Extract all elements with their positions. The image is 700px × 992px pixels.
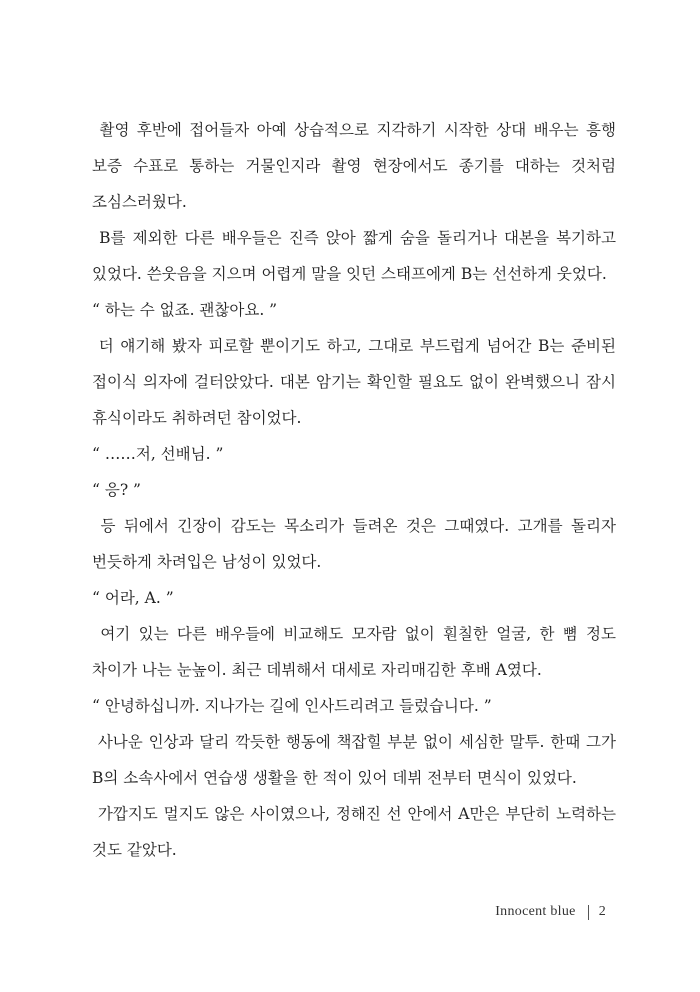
paragraph-2: B를 제외한 다른 배우들은 진즉 앉아 짧게 숨을 돌리거나 대본을 복기하고 있었다. 쓴웃음을 지으며 어렵게 말을 잇던 스태프에게 B는 선선하게 웃었다. [92, 229, 621, 283]
dialogue-1: “ 하는 수 없죠. 괜찮아요. ” [92, 301, 278, 319]
paragraph-4: 등 뒤에서 긴장이 감도는 목소리가 들려온 것은 그때였다. 고개를 돌리자 번듯하게 차려입은 남성이 있었다. [92, 517, 621, 571]
paragraph-5: 여기 있는 다른 배우들에 비교해도 모자람 없이 훤칠한 얼굴, 한 뼘 정도 차이가 나는 눈높이. 최근 데뷔해서 대세로 자리매김한 후배 A였다. [92, 625, 621, 679]
footer-divider [588, 905, 589, 920]
paragraph-7: 가깝지도 멀지도 않은 사이였으나, 정해진 선 안에서 A만은 부단히 노력하는 것도 같았다. [92, 805, 621, 859]
book-title: Innocent blue [495, 904, 576, 919]
paragraph-6: 사나운 인상과 달리 깍듯한 행동에 책잡힐 부분 없이 세심한 말투. 한때 그가 B의 소속사에서 연습생 생활을 한 적이 있어 데뷔 전부터 면식이 있었다. [92, 733, 621, 787]
page-footer [495, 904, 606, 920]
dialogue-4: “ 어라, A. ” [92, 589, 174, 607]
dialogue-2: “ ……저, 선배님. ” [92, 445, 224, 463]
paragraph-1: 촬영 후반에 접어들자 아예 상습적으로 지각하기 시작한 상대 배우는 흥행 보증 수표로 통하는 거물인지라 촬영 현장에서도 종기를 대하는 것처럼 조심스러웠다. [92, 121, 621, 211]
page-body [92, 112, 621, 868]
page-number: 2 [598, 904, 606, 919]
dialogue-3: “ 응? ” [92, 481, 141, 499]
dialogue-5: “ 안녕하십니까. 지나가는 길에 인사드리려고 들렀습니다. ” [92, 697, 492, 715]
paragraph-3: 더 얘기해 봤자 피로할 뿐이기도 하고, 그대로 부드럽게 넘어간 B는 준비된 접이식 의자에 걸터앉았다. 대본 암기는 확인할 필요도 없이 완벽했으니 잠시 휴식이라도 취하려던 참이었다. [92, 337, 621, 427]
